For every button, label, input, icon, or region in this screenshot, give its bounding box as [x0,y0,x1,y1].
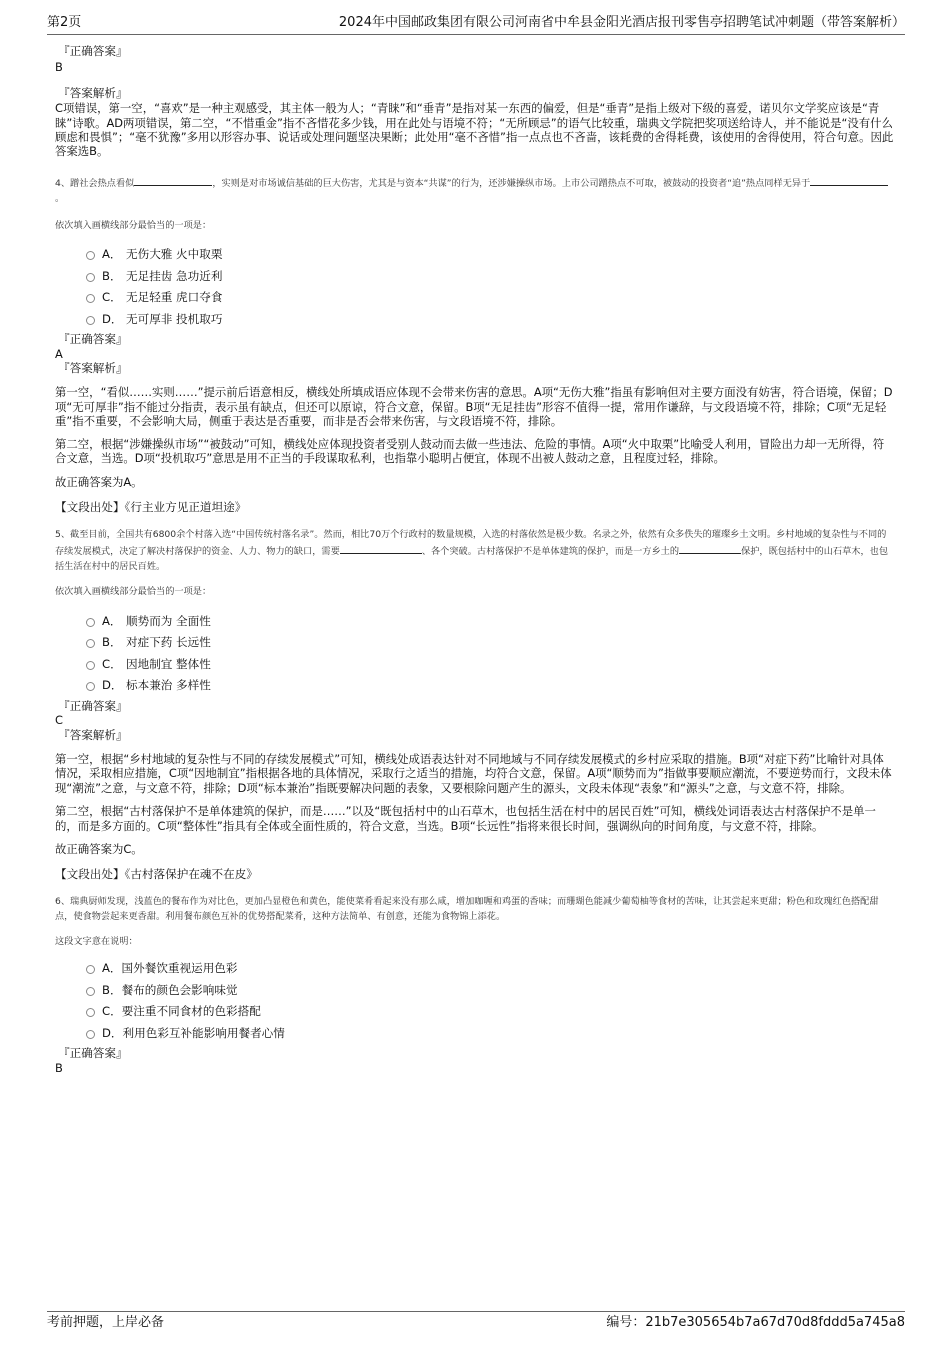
q6-option-a[interactable]: A．国外餐饮重视运用色彩 [86,958,895,980]
q4-options [86,244,895,330]
q4-source: 【文段出处】《行主业方见正道坦途》 [55,499,247,514]
page-number: 第2页 [47,15,82,30]
q5-option-b[interactable]: B． 对症下药 长远性 [86,632,895,654]
radio-icon[interactable] [86,639,95,648]
q6-prompt: 这段文字意在说明： [55,935,138,947]
q5-analysis-2: 第二空，根据“古村落保护不是单体建筑的保护，而是……”以及“既包括村中的山石草木，也包括生活在村中的居民百姓”可知，横线处词语表达古村落保护不是单一的，而是多方面的。C项“整体性”指具有全体或全面性质的，符合文意，当选。B项“长远性”指将来很长时间，强调纵向的时间角度，与文意不符，排除。 [55,804,876,833]
correct-answer-label: 『正确答案』 [58,698,128,713]
radio-icon[interactable] [86,987,95,996]
footer-slogan: 考前押题，上岸必备 [47,1315,165,1330]
q5-analysis-1: 第一空，根据“乡村地域的复杂性与不同的存续发展模式”可知，横线处成语表达针对不同地域与不同存续发展模式的乡村应采取的措施。B项“对症下药”比喻针对具体情况，采取相应措施，C项“因地制宜”指根据各地的具体情况，采取行之适当的措施，均符合文意，保留。A项“顺势而为”指做事要顺应潮流，不要逆势而行，文段未体现“潮流”之意，与文意不符，排除；D项“标本兼治”指既要解决问题的表象，又要根除问题产生的源头，文段未体现“表象”和“源头”之意，与文意不符，排除。 [55,751,892,795]
q5-option-d[interactable]: D． 标本兼治 多样性 [86,675,895,697]
q4-analysis-2: 第二空，根据“涉嫌操纵市场”“被鼓动”可知，横线处应体现投资者受别人鼓动而去做一些违法、危险的事情。A项“火中取栗”比喻受人利用，冒险出力却一无所得，符合文意，当选。D项“投机取巧”意思是用不正当的手段谋取私利，也指靠小聪明占便宜，体现不出被人鼓动之意，且程度过轻，排除。 [55,436,885,466]
q5-blank-1 [340,542,422,554]
q6-option-c[interactable]: C．要注重不同食材的色彩搭配 [86,1001,895,1023]
radio-icon[interactable] [86,1030,95,1039]
q3-answer-block [55,44,895,159]
q5-option-a[interactable]: A． 顺势而为 全面性 [86,611,895,633]
q5-answer: C [55,713,63,728]
page-header [47,14,905,35]
correct-answer-label: 『正确答案』 [58,44,128,58]
q5-conclusion: 故正确答案为C。 [55,841,143,856]
q5-option-c[interactable]: C． 因地制宜 整体性 [86,654,895,676]
q6-stem: 6、瑞典厨师发现，浅蓝色的餐布作为对比色，更加凸显橙色和黄色，能使菜肴看起来没有那么咸，增加咖喱和鸡蛋的香味；而珊瑚色能减少葡萄柚等食材的苦味，让其尝起来更甜；粉色和玫瑰红色搭配甜点，使食物尝起来更香甜。利用餐布颜色互补的优势搭配菜肴，这种方法简单、有创意，还能为食物锦上添花。 [55,895,879,922]
radio-icon[interactable] [86,316,95,325]
q5-source: 【文段出处】《古村落保护在魂不在皮》 [55,867,258,882]
document-title: 2024年中国邮政集团有限公司河南省中牟县金阳光酒店报刊零售亭招聘笔试冲刺题（带答案解析） [338,15,905,30]
q5-options [86,611,895,697]
page-footer [47,1311,905,1332]
q5-prompt: 依次填入画横线部分最恰当的一项是： [55,586,212,598]
q6-options [86,958,895,1044]
radio-icon[interactable] [86,661,95,670]
q6-option-b[interactable]: B．餐布的颜色会影响味觉 [86,980,895,1002]
question-4 [55,174,895,514]
q3-analysis: C项错误，第一空，“喜欢”是一种主观感受，其主体一般为人；“青睐”和“垂青”是指对某一东西的偏爱，但是“垂青”是指上级对下级的喜爱，诺贝尔文学奖应该是“青睐”诗歌。AD两项错误，第二空，“不惜重金”指不吝惜花多少钱，用在此处与语境不符；“无所顾忌”的语气比较重，瑞典文学院把奖项送给诗人，并不能说是“没有什么顾虑和畏惧”；“毫不犹豫”多用以形容办事、说话或处理问题坚决果断；此处用“毫不吝惜”指一点点也不吝啬，该耗费的舍得耗费，该使用的舍得使用，符合句意。因此答案选B。 [55,101,894,159]
radio-icon[interactable] [86,618,95,627]
q5-blank-2 [679,542,741,554]
q4-analysis-1: 第一空，“看似……实则……”提示前后语意相反，横线处所填成语应体现不会带来伤害的意思。A项“无伤大雅”指虽有影响但对主要方面没有妨害，符合语境，保留；D项“无可厚非”指不能过分指责，表示虽有缺点，但还可以原谅，符合文意，保留。B项“无足挂齿”形容不值得一提，常用作谦辞，与文段语境不符，排除；C项“无足轻重”指不重要，不会影响大局，侧重于表达是否重要，而非是否会带来伤害，与文段语境不符，排除。 [55,385,893,429]
q4-answer: A [55,346,63,361]
radio-icon[interactable] [86,682,95,691]
q4-prompt: 依次填入画横线部分最恰当的一项是： [55,219,212,231]
q4-stem: 4、蹭社会热点看似 ，实则是对市场诚信基础的巨大伤害，尤其是与资本“共谋”的行为，还涉嫌操纵市场。上市公司蹭热点不可取，被鼓动的投资者“追”热点同样无异于。 [55,174,895,206]
document-id: 编号：21b7e305654b7a67d70d8fddd5a745a8 [606,1315,905,1330]
q4-option-a[interactable]: A． 无伤大雅 火中取栗 [86,244,895,266]
radio-icon[interactable] [86,965,95,974]
analysis-label: 『答案解析』 [58,85,128,100]
radio-icon[interactable] [86,1008,95,1017]
q6-option-d[interactable]: D．利用色彩互补能影响用餐者心情 [86,1023,895,1045]
q4-conclusion: 故正确答案为A。 [55,474,143,489]
document-body [55,44,895,1075]
radio-icon[interactable] [86,294,95,303]
q4-option-d[interactable]: D． 无可厚非 投机取巧 [86,309,895,331]
q5-stem: 5、截至目前，全国共有6800余个村落入选“中国传统村落名录”。然而，相比70万个行政村的数量规模，入选的村落依然是极少数。名录之外，依然有众多佚失的璀璨乡土文明。乡村地域的复杂性与不同的存续发展模式，决定了解决村落保护的资金、人力、物力的缺口，需要 、各个突破。古村落保护不是单体建筑的保护，而是一方乡土的 保护，既包括村中的山石草木，也包括生活在村中的居民百姓。 [55,529,889,573]
question-6 [55,894,895,1075]
analysis-label: 『答案解析』 [58,361,128,376]
correct-answer-label: 『正确答案』 [58,1046,128,1061]
q6-answer: B [55,1060,63,1075]
analysis-label: 『答案解析』 [58,727,128,742]
q4-option-b[interactable]: B． 无足挂齿 急功近利 [86,266,895,288]
radio-icon[interactable] [86,251,95,260]
question-5 [55,527,895,881]
correct-answer-label: 『正确答案』 [58,332,128,347]
radio-icon[interactable] [86,273,95,282]
q3-answer: B [55,60,63,75]
q4-option-c[interactable]: C． 无足轻重 虎口夺食 [86,287,895,309]
q4-blank-1 [134,174,212,186]
q4-blank-2 [810,174,888,186]
